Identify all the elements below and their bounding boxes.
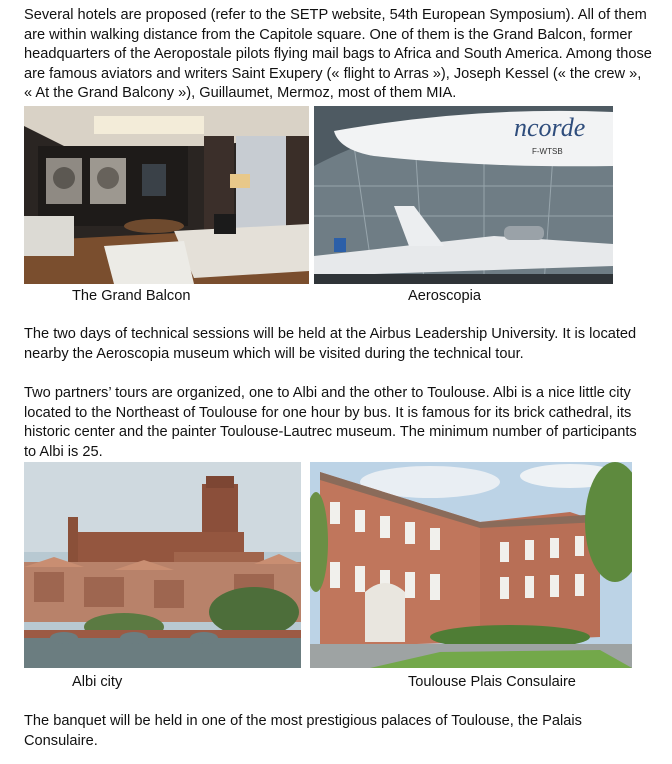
albi-city-photo — [24, 462, 301, 668]
sessions-paragraph: The two days of technical sessions will be held at the Airbus Leadership University. It is located nearby the Aeroscopia museum which will be visited during the technical tour. — [24, 326, 637, 362]
tours-paragraph: Two partners’ tours are organized, one to Albi and the other to Toulouse. Albi is a nice little city located to the Northeast of Toulouse for one hour by bus. It is famous for its brick cathedral, its historic center and the painter Toulouse-Lautrec museum. The minimum number of participants to Albi is 25. — [24, 385, 637, 460]
albi-city-caption: Albi city — [72, 674, 123, 690]
aeroscopia-caption: Aeroscopia — [408, 288, 482, 304]
concorde-registration: F-WTSB — [532, 147, 563, 156]
grand-balcon-caption: The Grand Balcon — [72, 288, 191, 304]
hotels-paragraph: Several hotels are proposed (refer to the SETP website, 54th European Symposium). All of them are within walking distance from the Capitole square. One of them is the Grand Balcon, former headquarters of the Aeropostale pilots flying mail bags to Africa and South America. Among those are famous aviators and writers Saint Exupery (« flight to Arras »), Joseph Kessel (« the crew », « At the Grand Balcony »), Guillaumet, Mermoz, most of them MIA. — [24, 7, 652, 102]
aeroscopia-photo — [314, 106, 613, 284]
palais-consulaire-caption: Toulouse Plais Consulaire — [408, 674, 576, 690]
concorde-lettering: ncorde — [514, 113, 586, 142]
banquet-paragraph: The banquet will be held in one of the most prestigious palaces of Toulouse, the Palais Consulaire. — [24, 713, 582, 749]
grand-balcon-photo — [24, 106, 309, 284]
palais-consulaire-photo — [310, 462, 632, 668]
